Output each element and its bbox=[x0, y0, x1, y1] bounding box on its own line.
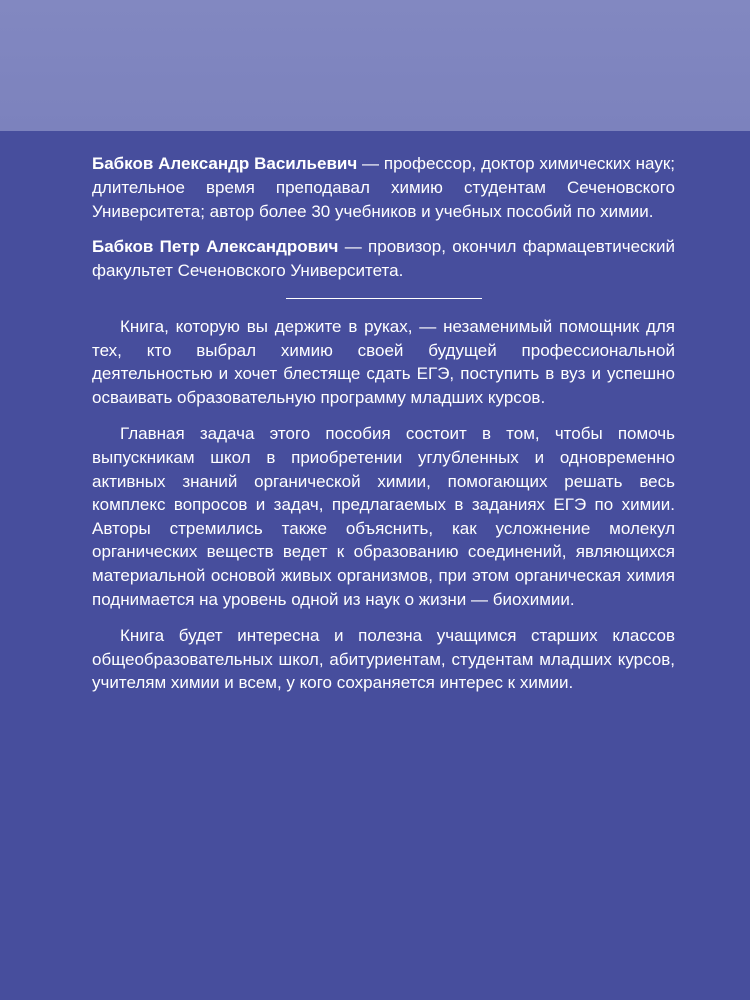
author-bio-2 bbox=[92, 235, 675, 283]
cover-text bbox=[92, 152, 675, 695]
description-paragraph-3: Книга будет интересна и полезна учащимся старших классов общеобразовательных школ, абитуриентам, студентам младших курсов, учителям химии и всем, у кого сохраняется интерес к химии. bbox=[92, 626, 675, 693]
author-name-2: Бабков Петр Александрович bbox=[92, 237, 339, 256]
author-name-1: Бабков Александр Васильевич bbox=[92, 154, 358, 173]
author-bio-1 bbox=[92, 152, 675, 224]
author-description-2: — провизор, окончил фармацевтический факультет Сеченовского Университета. bbox=[92, 237, 675, 280]
author-description-1: — профессор, доктор химических наук; длительное время преподавал химию студентам Сеченовского Университета; автор более 30 учебников и учебных пособий по химии. bbox=[92, 154, 675, 221]
top-band bbox=[0, 0, 750, 131]
book-description bbox=[92, 315, 675, 695]
description-paragraph-2: Главная задача этого пособия состоит в том, чтобы помочь выпускникам школ в приобретении углубленных и одновременно активных знаний органической химии, помогающих решать весь комплекс вопросов и задач, предлагаемых в заданиях ЕГЭ по химии. Авторы стремились также объяснить, как усложнение молекул органических веществ ведет к образованию соединений, являющихся материальной основой живых организмов, при этом органическая химия поднимается на уровень одной из наук о жизни — биохимии. bbox=[92, 424, 675, 609]
divider-line bbox=[286, 298, 482, 299]
description-paragraph-1: Книга, которую вы держите в руках, — незаменимый помощник для тех, кто выбрал химию своей будущей профессиональной деятельностью и хочет блестяще сдать ЕГЭ, поступить в вуз и успешно осваивать образовательную программу младших курсов. bbox=[92, 317, 675, 407]
